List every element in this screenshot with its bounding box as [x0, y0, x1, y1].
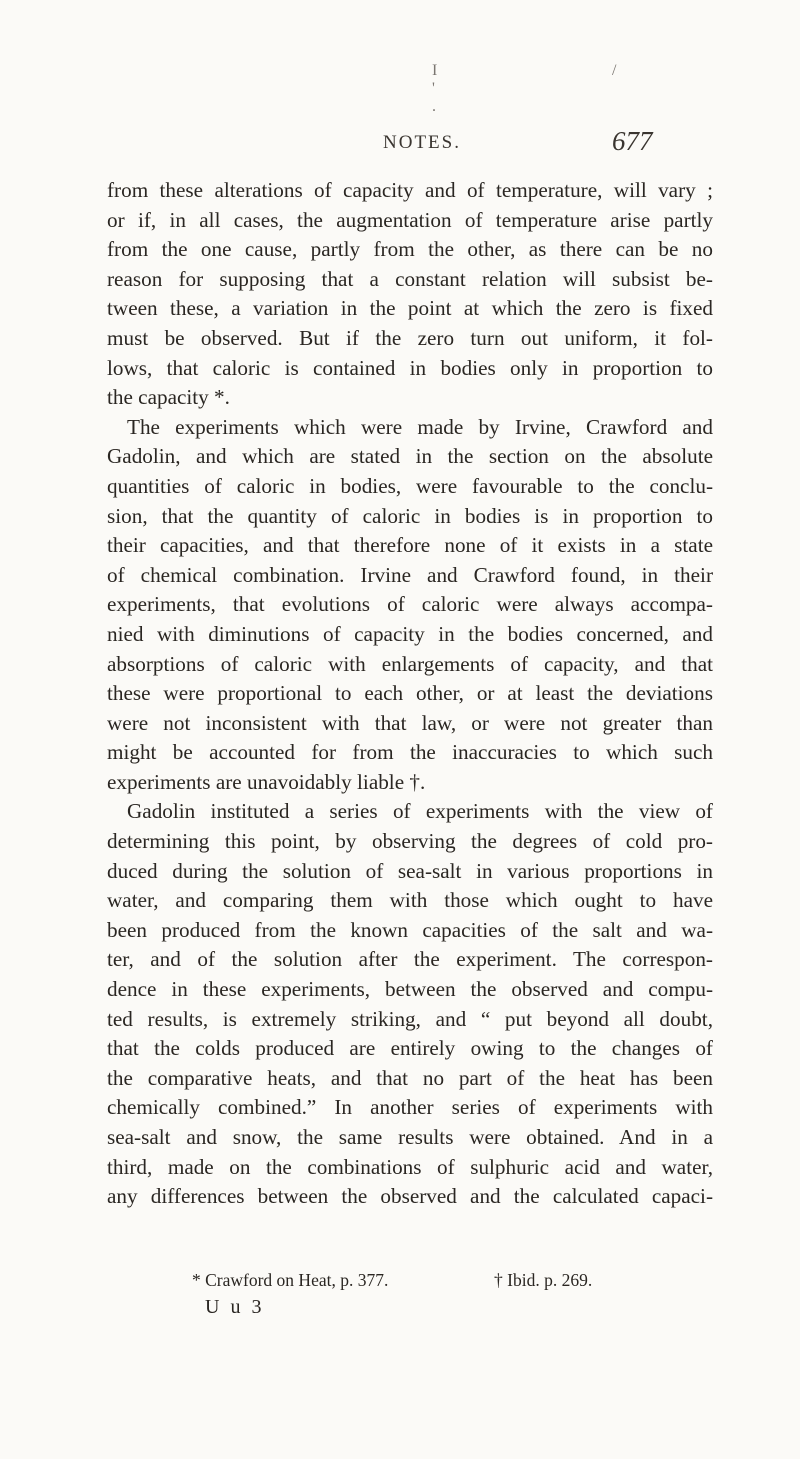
text-line: their capacities, and that therefore none of it exists in a state — [107, 533, 713, 558]
text-line: must be observed. But if the zero turn out uniform, it fol- — [107, 325, 713, 350]
text-line: Gadolin instituted a series of experiments with the view of — [127, 799, 713, 824]
text-line: water, and comparing them with those which ought to have — [107, 888, 713, 913]
text-line: sion, that the quantity of caloric in bodies is in proportion to — [107, 503, 713, 528]
text-line: chemically combined.” In another series of experiments with — [107, 1095, 713, 1120]
text-line: third, made on the combinations of sulphuric acid and water, — [107, 1154, 713, 1179]
text-line: the capacity *. — [107, 385, 230, 410]
footnote-crawford: * Crawford on Heat, p. 377. — [192, 1270, 389, 1290]
stray-mark-right: / — [612, 62, 617, 79]
footnote-ibid: † Ibid. p. 269. — [494, 1270, 593, 1290]
text-line: any differences between the observed and the calculated capaci- — [107, 1184, 713, 1209]
text-line: Gadolin, and which are stated in the section on the absolute — [107, 444, 713, 469]
text-line: tween these, a variation in the point at which the zero is fixed — [107, 296, 713, 321]
text-line: experiments, that evolutions of caloric were always accompa- — [107, 592, 713, 617]
text-line: that the colds produced are entirely owing to the changes of — [107, 1036, 713, 1061]
text-line: determining this point, by observing the degrees of cold pro- — [107, 829, 713, 854]
text-line: ted results, is extremely striking, and “ put beyond all doubt, — [107, 1006, 713, 1031]
text-line: these were proportional to each other, or at least the deviations — [107, 681, 713, 706]
text-line: nied with diminutions of capacity in the bodies concerned, and — [107, 621, 713, 646]
text-line: quantities of caloric in bodies, were favourable to the conclu- — [107, 473, 713, 498]
text-line: experiments are unavoidably liable †. — [107, 769, 426, 794]
text-line: The experiments which were made by Irvine, Crawford and — [127, 414, 713, 439]
text-line: the comparative heats, and that no part of the heat has been — [107, 1065, 713, 1090]
signature-mark: U u 3 — [205, 1296, 265, 1318]
stray-mark-top: I ' . — [432, 62, 438, 115]
text-line: might be accounted for from the inaccuracies to which such — [107, 740, 713, 765]
text-line: were not inconsistent with that law, or were not greater than — [107, 710, 713, 735]
footnotes — [192, 1270, 632, 1296]
text-line: sea-salt and snow, the same results were obtained. And in a — [107, 1125, 713, 1149]
text-line: lows, that caloric is contained in bodies only in proportion to — [107, 355, 713, 380]
running-title: NOTES. — [383, 132, 461, 153]
text-line: or if, in all cases, the augmentation of temperature arise partly — [107, 207, 713, 232]
text-line: from the one cause, partly from the other, as there can be no — [107, 237, 713, 262]
body-text — [107, 176, 713, 1212]
text-line: been produced from the known capacities of the salt and wa- — [107, 917, 713, 942]
text-line: from these alterations of capacity and of temperature, will vary ; — [107, 178, 713, 202]
running-head — [0, 128, 800, 164]
text-line: of chemical combination. Irvine and Crawford found, in their — [107, 562, 713, 587]
text-line: dence in these experiments, between the observed and compu- — [107, 977, 713, 1002]
text-line: duced during the solution of sea-salt in various proportions in — [107, 858, 713, 883]
text-line: ter, and of the solution after the experiment. The correspon- — [107, 947, 713, 972]
page-number: 677 — [612, 126, 653, 156]
text-line: absorptions of caloric with enlargements of capacity, and that — [107, 651, 713, 676]
text-line: reason for supposing that a constant relation will subsist be- — [107, 266, 713, 291]
